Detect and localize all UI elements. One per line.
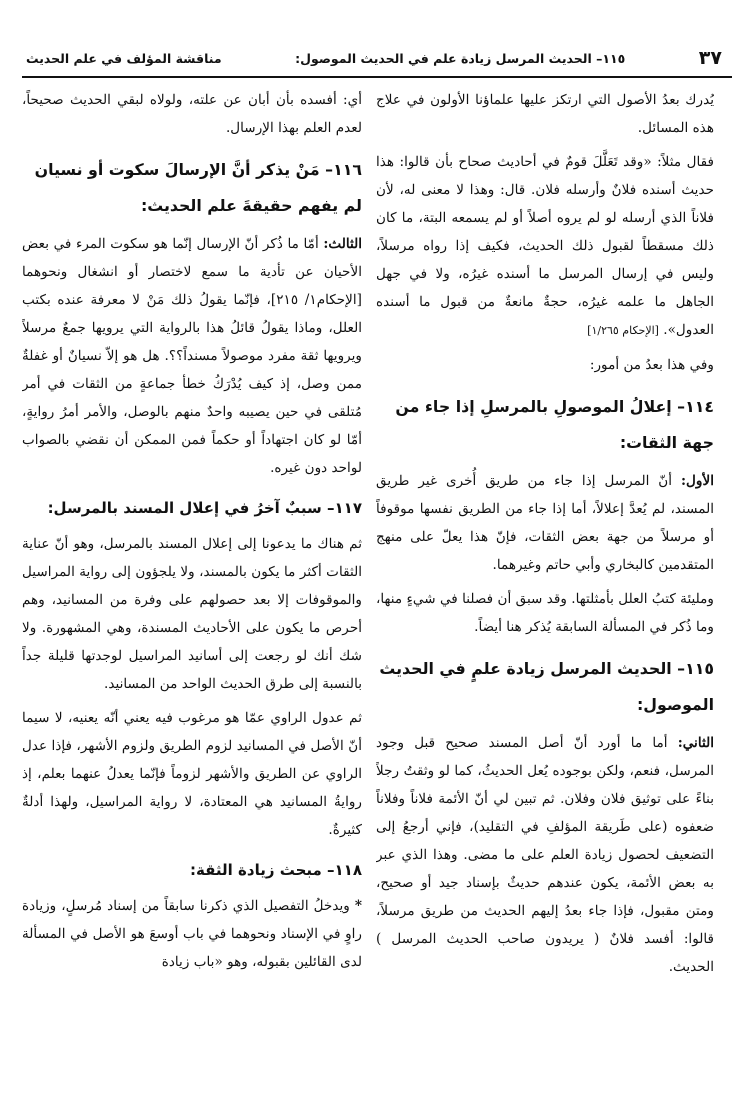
paragraph: يُدرك بعدُ الأصول التي ارتكز عليها علماؤنا الأولون في علاج هذه المسائل. <box>376 92 714 136</box>
paragraph-lead: الثالث: <box>323 236 362 252</box>
paragraph-quote <box>376 148 714 345</box>
paragraph-text: أمّا ما ذُكر أنّ الإرسال إنّما هو سكوت المرء في بعض الأحيان عن تأدية ما سمع لاختصار أو انشغال ونحوهما [الإحكام١/ ٢١٥]، فإنّما يقولُ ذلك مَنْ لا معرفة عنده بكتب العلل، وماذا يقولُ قائلُ هذا بالرواية التي يرويها جمعٌ مرسلاً ويرويها ثقة مفرد موصولاً مسنداً؟؟. هل هو إلاّ نسيانٌ أو غفلةٌ ممن وصل، إذ كيف يُدْرَكُ خطأ جماعةٍ من الثقات في أمر مُتلقى في حين يصيبه واحدٌ منهم بالوصل، والأمر أمرُ روايةٍ، أمّا لو كان اجتهاداً أو حكماً فمن الممكن أن نقضي بالصواب لواحد دون غيره. <box>22 236 362 476</box>
paragraph: وفي هذا بعدُ من أمور: <box>589 357 714 373</box>
section-heading-114: ١١٤– إعلالُ الموصولِ بالمرسلِ إذا جاء من جهة الثقات: <box>395 397 714 452</box>
section-heading-118: ١١٨– مبحث زيادة الثقة: <box>190 861 362 879</box>
section-heading-116: ١١٦– مَنْ يذكر أنَّ الإرسالَ سكوت أو نسيان لم يفهم حقيقةَ علم الحديث: <box>34 160 362 215</box>
paragraph: ثم عدول الراوي عمّا هو مرغوب فيه يعني أنّه يعنيه، لا سيما أنّ الأصل في المسانيد لزوم الطريق ولزوم الأشهر، فإذا عدل الراوي عن الطريق والأشهر لزوماً فإنّما يعدلُ عنهما بعلم، إذ روايةُ المسانيد هي المعتادة، لا رواية المراسيل، ولهذا أدلةٌ كثيرةٌ. <box>22 710 362 838</box>
paragraph-text: ويدخلُ التفصيل الذي ذكرنا سابقاً من إسناد مُرسلٍ، وزيادة راوٍ في الإسناد ونحوهما في باب أوسعَ هو الأصل في المسألة لدى القائلين بقبوله، وهو «باب زيادة <box>22 898 362 970</box>
paragraph: أي: أفسده بأن أبان عن علته، ولولاه لبقي الحديث صحيحاً، لعدم العلم بهذا الإرسال. <box>22 92 362 136</box>
paragraph <box>22 230 362 482</box>
paragraph-lead: الثاني: <box>677 735 714 751</box>
paragraph <box>376 467 714 579</box>
section-heading-115: ١١٥– الحديث المرسل زيادة علمٍ في الحديث الموصول: <box>379 659 714 714</box>
page-number: ٣٧ <box>698 47 722 69</box>
bullet-star-icon: * <box>354 898 362 914</box>
paragraph: ومليئة كتبُ العلل بأمثلتها. وقد سبق أن فصلنا في شيءٍ منها، وما ذُكر في المسألة السابقة يُذكر هنا أيضاً. <box>376 591 714 635</box>
paragraph-lead: الأول: <box>681 473 714 489</box>
section-heading-117: ١١٧– سببٌ آخرُ في إعلال المسند بالمرسل: <box>47 499 362 517</box>
right-column <box>376 86 714 1076</box>
citation: [الإحكام ١/٢٦٥] <box>587 324 659 337</box>
paragraph-text: أنّ المرسل إذا جاء من طريق أُخرى غير طريق المسند، لم يُعدَّ إعلالاً، أما إذا جاء من الطريق نفسها موقوفاً أو مرسلاً من جهة بعض الثقات، فإنّ هذا يعلّ على منهج المتقدمين كالبخاري وأبي حاتم وغيرهما. <box>376 473 714 573</box>
paragraph-text: أما ما أورد أنّ أصل المسند صحيح قبل وجود المرسل، فنعم، ولكن بوجوده يُعل الحديثُ، كما لو وثقتُ رجلاً بناءً على توثيق فلان وفلان. ثم تبين لي أنّ الأئمة فلاناً وفلاناً ضعفوه (على طَريقة المؤلفِ في التقليد)، فإني أرجعُ إلى التضعيف لحصول زيادة العلم على ما مضى. وهذا الذي عبر به بعض الأئمة، يكون عندهم حديثٌ بإسناد جيد أو صحيح، ومتن مقبول، فإذا جاء بعدُ إليهم الحديث من طريق مرسلاً، قالوا: أفسد فلانٌ ( يريدون صاحب الحديث المرسل ) الحديث. <box>376 735 714 975</box>
book-title: مناقشة المؤلف في علم الحديث <box>26 50 222 66</box>
left-column <box>22 86 362 1076</box>
paragraph <box>376 729 714 981</box>
paragraph: ثم هناك ما يدعونا إلى إعلال المسند بالمرسل، وهو أنّ عناية الثقات أكثر ما يكون بالمسند، ولا يلجؤون إلى رواية المراسيل والموقوفات إلا بعد حصولهم على وفرة من المسانيد، وهم أحرص ما يكون على الأحاديث المسندة، وهي المشهورة. ولا شك أنك لو رجعت إلى أسانيد المراسيل لوجدتها قليلة جداً بالنسبة إلى طرق الحديث الواحد من المسانيد. <box>22 536 362 692</box>
running-title: ١١٥– الحديث المرسل زيادة علم في الحديث الموصول: <box>295 50 626 66</box>
paragraph <box>22 892 362 976</box>
page-header <box>22 40 732 78</box>
quote-text: فقال مثلاً: «وقد تَعَلَّلَ قومٌ في أحاديث صحاح بأن قالوا: هذا حديث أسنده فلانٌ وأرسله فلان. قال: وهذا لا معنى له، لأن فلاناً الذي أرسله لو لم يروه أصلاً أو لم يسمعه البتة، ما كان ذلك مسقطاً لقبول ذلك الحديث، فكيف إذا رواه مرسلاً، وليس في إرسال المرسل ما أسنده غيرُه، ولا في جهل الجاهل ما علمه غيرُه، حجةٌ مانعةٌ من قبول ما أسنده العدول». <box>376 154 714 338</box>
